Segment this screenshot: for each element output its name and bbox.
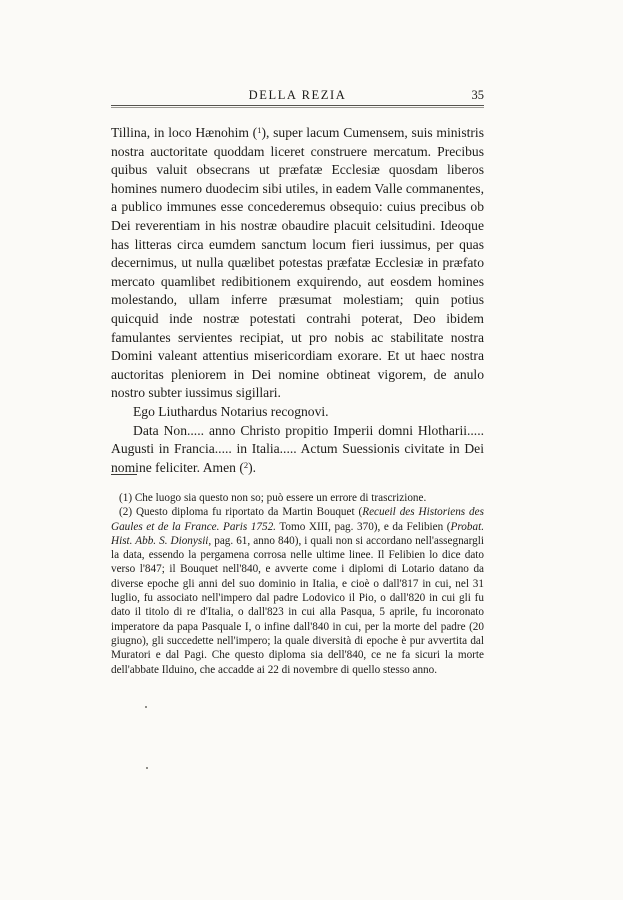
- footnote-2: [111, 505, 484, 677]
- running-title: DELLA REZIA: [248, 88, 347, 102]
- main-text: [111, 124, 484, 477]
- paragraph-1-start: Tillina, in loco Hænohim (: [111, 125, 258, 140]
- header-rule: [111, 105, 484, 108]
- footnote-1: [111, 491, 484, 505]
- footnote-2-text-2: Tomo XIII, pag. 370), e da Felibien (: [275, 520, 451, 533]
- footnotes: [111, 491, 484, 677]
- footnote-ref-2: 2: [243, 459, 249, 470]
- paragraph-3-end: ).: [248, 459, 257, 475]
- paragraph-3: [111, 422, 484, 478]
- page-number: 35: [471, 88, 484, 102]
- paper-speck: [146, 767, 148, 769]
- footnote-2-citation-1: Recueil des Historiens des Gaules et de la France. Paris 1752.: [111, 506, 484, 533]
- footnote-1-text: Che luogo sia questo non so; può essere un errore di trascrizione.: [132, 492, 427, 504]
- footnote-separator: [111, 474, 137, 475]
- footnote-2-text-3: pag. 61, anno 840), i quali non si accordano nell'assegnargli la data, essendo la pergamena corrosa nelle ultime linee. Il Felibien lo dice dato verso l'847; il Bouquet nell'840, e avverte come i diplomi di Lotario datano da diverse epoche gli anni del suo dominio in Italia, e cioè o dall'817 in cui, nel 31 luglio, fu associato nell'impero dal padre Lodovico il Pio, o dall'820 in cui gli fu dato il titolo di re d'Italia, o dall'823 in cui alla Pasqua, 5 aprile, fu incoronato imperatore da papa Pasquale I, o infine dall'840 in cui, per la morte del padre (20 giugno), gli succedette nell'impero; la quale diversità di epoche è pur avvertita dal Muratori e dal Pagi. Che questo diploma sia dell'840, ce ne fa sicuri la morte dell'abbate Ilduino, che accadde ai 22 di novembre di quello stesso anno.: [111, 534, 484, 676]
- paragraph-1: [111, 124, 484, 403]
- paper-speck: [145, 706, 147, 708]
- paragraph-1-rest: ), super lacum Cumensem, suis ministris nostra auctoritate quoddam liceret construere mercatum. Precibus quibus valuit obsecrans ut præfatæ Ecclesiæ quosdam liberos homines numero duodecim sibi utiles, in eadem Valle commanentes, a publico immunes esse concederemus obsequio: cuius precibus ob Dei reverentiam in his nostræ obaudire placuit celsitudini. Ideoque has litteras circa eumdem sanctum locum fieri iussimus, per quas decernimus, ut nulla quælibet potestas præfatæ Ecclesiæ in præfato mercato quamlibet redibitionem exquirendo, aut eosdem homines molestando, ullam inferre præsumat molestiam; quin potius quicquid inde nostræ potestati contrahi poterat, Deo ibidem famulantes servientes recipiat, ut pro nobis ac stabilitate nostra Domini valeant attentius misericordiam exorare. Et ut haec nostra auctoritas pleniorem in Dei nomine obtineat vigorem, de anulo nostro subter iussimus sigillari.: [111, 125, 484, 401]
- footnote-2-marker: (2): [119, 506, 133, 519]
- footnote-2-text-1: Questo diploma fu riportato da Martin Bouquet (: [132, 506, 363, 519]
- footnote-1-marker: (1): [119, 492, 133, 504]
- paragraph-3-start: Data Non..... anno Christo propitio Imperii domni Hlotharii..... Augusti in Francia..... in Italia..... Actum Suessionis civitate in Dei nomine feliciter. Amen (: [111, 422, 484, 475]
- page-header: [111, 88, 484, 104]
- paragraph-2: Ego Liuthardus Notarius recognovi.: [133, 403, 329, 419]
- footnote-2-citation-2: Probat. Hist. Abb. S. Dionysii,: [111, 520, 484, 547]
- footnote-ref-1: 1: [257, 125, 262, 135]
